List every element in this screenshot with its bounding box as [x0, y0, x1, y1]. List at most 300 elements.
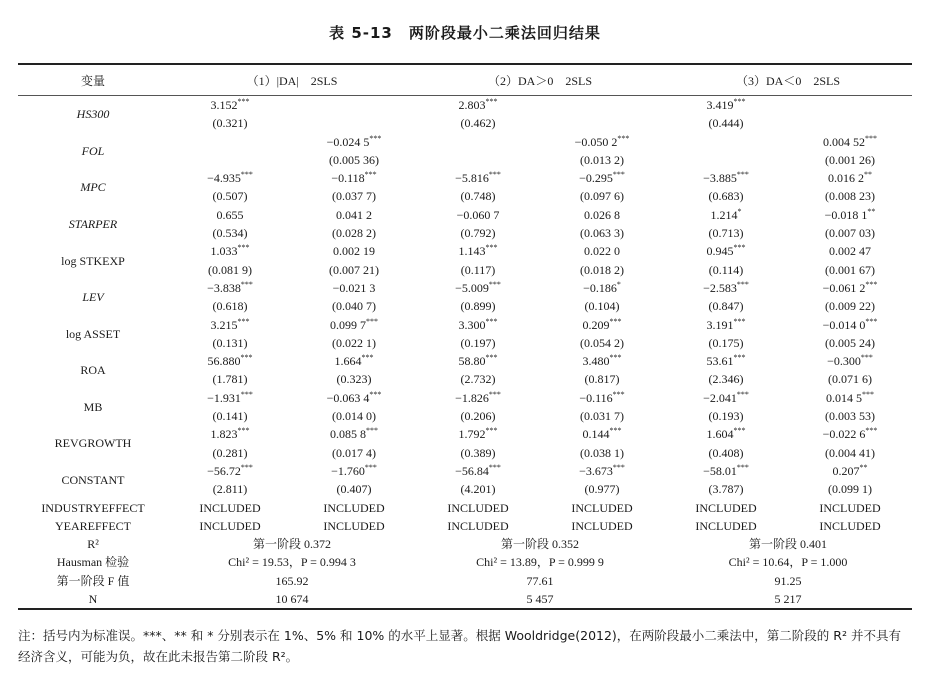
- effect-cell: INCLUDED: [447, 500, 509, 515]
- coefficient-value: 0.945: [706, 244, 734, 259]
- coefficient-value: 1.792: [458, 427, 486, 442]
- standard-error-cell: (0.175): [708, 335, 744, 350]
- coefficient-value: −0.060 7: [456, 207, 500, 222]
- coefficient-value: −0.061 2: [822, 280, 866, 295]
- coefficient-cell: [416, 389, 540, 407]
- standard-error-cell: [416, 151, 540, 169]
- variable-label: log STKEXP: [61, 253, 125, 268]
- significance-stars: ***: [361, 353, 374, 363]
- standard-error-cell: (0.003 53): [825, 409, 875, 424]
- stat-label: 第一阶段 F 值: [56, 573, 130, 588]
- coefficient-cell: [416, 279, 540, 297]
- coefficient-cell: [788, 316, 912, 334]
- standard-error-cell: (0.618): [212, 299, 248, 314]
- standard-error-cell: (0.141): [212, 409, 248, 424]
- stat-cell: Chi² = 13.89，P = 0.999 9: [476, 555, 604, 570]
- coefficient-value: 3.152: [210, 98, 238, 112]
- effect-cell: INCLUDED: [199, 518, 261, 533]
- coefficient-cell: [664, 352, 788, 370]
- coefficient-value: −5.009: [455, 280, 489, 295]
- significance-stars: ***: [865, 316, 878, 326]
- coefficient-cell: [168, 169, 292, 187]
- coefficient-cell: [292, 389, 416, 407]
- stat-label: R²: [87, 537, 99, 552]
- variable-label: CONSTANT: [61, 473, 125, 488]
- standard-error-cell: [168, 151, 292, 169]
- significance-stars: ***: [733, 426, 746, 436]
- coefficient-value: 1.143: [458, 244, 486, 259]
- coefficient-value: −0.063 4: [326, 390, 370, 405]
- variable-label: STARPER: [68, 216, 118, 231]
- standard-error-cell: (4.201): [460, 482, 496, 497]
- coefficient-value: −0.014 0: [822, 317, 866, 332]
- stat-label: N: [88, 592, 98, 607]
- effect-cell: INCLUDED: [199, 500, 261, 515]
- standard-error-cell: (0.407): [336, 482, 372, 497]
- coef-row: [18, 389, 912, 407]
- coefficient-value: −58.01: [703, 463, 737, 478]
- coefficient-cell: [788, 133, 912, 151]
- coefficient-value: 3.300: [458, 317, 486, 332]
- significance-stars: ***: [364, 170, 377, 180]
- coefficient-value: 0.014 5: [826, 390, 862, 405]
- standard-error-cell: (2.346): [708, 372, 744, 387]
- coefficient-cell: [416, 133, 540, 151]
- coefficient-value: 1.664: [334, 354, 362, 369]
- coefficient-value: −0.018 1: [824, 207, 868, 222]
- stat-cell: 77.61: [526, 573, 554, 588]
- significance-stars: ***: [485, 426, 498, 436]
- coefficient-cell: [664, 96, 788, 115]
- variable-label: FOL: [81, 143, 105, 158]
- significance-stars: ***: [364, 462, 377, 472]
- coefficient-cell: [292, 352, 416, 370]
- standard-error-cell: (0.038 1): [580, 445, 624, 460]
- coefficient-cell: [168, 279, 292, 297]
- standard-error-cell: (0.001 67): [825, 262, 875, 277]
- coefficient-value: −0.050 2: [574, 134, 618, 149]
- significance-stars: ***: [612, 170, 625, 180]
- coefficient-value: −0.300: [827, 354, 861, 369]
- coefficient-cell: [416, 352, 540, 370]
- significance-stars: **: [859, 462, 868, 472]
- coefficient-value: 0.041 2: [336, 207, 372, 222]
- standard-error-cell: (0.748): [460, 189, 496, 204]
- table-body: [18, 96, 912, 610]
- effect-cell: INCLUDED: [323, 500, 385, 515]
- standard-error-cell: (0.281): [212, 445, 248, 460]
- standard-error-cell: [292, 114, 416, 132]
- standard-error-cell: (1.781): [212, 372, 248, 387]
- significance-stars: ***: [865, 426, 878, 436]
- standard-error-cell: (3.787): [708, 482, 744, 497]
- coefficient-value: −1.760: [331, 463, 365, 478]
- coefficient-cell: [788, 242, 912, 260]
- significance-stars: ***: [369, 389, 382, 399]
- stat-row: [18, 553, 912, 571]
- standard-error-cell: (0.007 21): [329, 262, 379, 277]
- significance-stars: ***: [366, 426, 378, 436]
- standard-error-cell: (0.022 1): [332, 335, 376, 350]
- effect-cell: INCLUDED: [571, 500, 633, 515]
- significance-stars: ***: [237, 97, 250, 106]
- coefficient-cell: [168, 96, 292, 115]
- significance-stars: ***: [366, 316, 378, 326]
- significance-stars: ***: [736, 462, 749, 472]
- coefficient-cell: [292, 206, 416, 224]
- standard-error-cell: (0.104): [584, 299, 620, 314]
- coefficient-cell: [788, 352, 912, 370]
- significance-stars: *: [616, 279, 621, 289]
- effect-cell: INCLUDED: [323, 518, 385, 533]
- significance-stars: ***: [240, 170, 253, 180]
- coefficient-value: 2.803: [458, 98, 486, 112]
- coefficient-cell: [788, 279, 912, 297]
- coefficient-cell: [416, 316, 540, 334]
- significance-stars: ***: [612, 462, 625, 472]
- significance-stars: ***: [240, 353, 253, 363]
- significance-stars: ***: [733, 97, 746, 106]
- stat-cell: 5 217: [774, 592, 802, 607]
- coefficient-cell: [168, 206, 292, 224]
- standard-error-cell: (0.534): [212, 226, 248, 241]
- header-col1: （1）|DA| 2SLS: [168, 64, 416, 96]
- standard-error-cell: (0.389): [460, 445, 496, 460]
- significance-stars: ***: [240, 279, 253, 289]
- header-row: [18, 64, 912, 96]
- coefficient-value: −3.673: [579, 463, 613, 478]
- standard-error-cell: (0.018 2): [580, 262, 624, 277]
- stat-label: Hausman 检验: [56, 555, 130, 570]
- significance-stars: ***: [237, 243, 250, 253]
- stat-cell: 165.92: [275, 573, 309, 588]
- coefficient-value: 0.026 8: [584, 207, 620, 222]
- coef-row: [18, 425, 912, 443]
- significance-stars: ***: [617, 133, 630, 143]
- standard-error-cell: (0.323): [336, 372, 372, 387]
- significance-stars: ***: [488, 170, 501, 180]
- coefficient-value: −1.826: [455, 390, 489, 405]
- standard-error-cell: (0.040 7): [332, 299, 376, 314]
- variable-label: MB: [83, 399, 103, 414]
- standard-error-cell: (0.847): [708, 299, 744, 314]
- stat-row: [18, 535, 912, 553]
- stat-cell: 10 674: [275, 592, 309, 607]
- coefficient-cell: [292, 169, 416, 187]
- coefficient-value: −0.022 6: [822, 427, 866, 442]
- coefficient-value: −1.931: [207, 390, 241, 405]
- coefficient-cell: [788, 206, 912, 224]
- coefficient-cell: [540, 96, 664, 115]
- effect-cell: INCLUDED: [695, 518, 757, 533]
- coefficient-value: 58.80: [458, 354, 486, 369]
- coefficient-value: 3.215: [210, 317, 238, 332]
- significance-stars: ***: [609, 316, 622, 326]
- coefficient-cell: [540, 279, 664, 297]
- significance-stars: ***: [733, 243, 746, 253]
- stat-cell: 第一阶段 0.352: [500, 537, 579, 552]
- coefficient-value: 3.480: [582, 354, 610, 369]
- coefficient-value: 1.823: [210, 427, 238, 442]
- coefficient-cell: [168, 425, 292, 443]
- standard-error-cell: (0.014 0): [332, 409, 376, 424]
- coef-row: [18, 96, 912, 115]
- variable-label: REVGROWTH: [54, 436, 132, 451]
- significance-stars: ***: [488, 462, 501, 472]
- coefficient-cell: [168, 242, 292, 260]
- significance-stars: ***: [485, 97, 498, 106]
- coefficient-value: −2.041: [703, 390, 737, 405]
- coefficient-cell: [292, 279, 416, 297]
- coefficient-value: 56.880: [207, 354, 241, 369]
- effect-cell: INCLUDED: [447, 518, 509, 533]
- coefficient-cell: [540, 316, 664, 334]
- coefficient-value: 1.033: [210, 244, 238, 259]
- variable-label: log ASSET: [65, 326, 121, 341]
- coefficient-value: −0.024 5: [326, 134, 370, 149]
- coefficient-value: −3.885: [703, 171, 737, 186]
- significance-stars: ***: [369, 133, 382, 143]
- coefficient-value: 0.002 19: [333, 244, 375, 259]
- significance-stars: ***: [865, 279, 878, 289]
- significance-stars: ***: [865, 133, 877, 143]
- significance-stars: ***: [862, 389, 874, 399]
- significance-stars: ***: [488, 279, 501, 289]
- standard-error-cell: (0.009 22): [825, 299, 875, 314]
- header-variable: 变量: [18, 64, 168, 96]
- significance-stars: **: [867, 206, 876, 216]
- standard-error-cell: (0.004 41): [825, 445, 875, 460]
- significance-stars: ***: [733, 316, 746, 326]
- coefficient-cell: [292, 96, 416, 115]
- coefficient-value: −56.84: [455, 463, 489, 478]
- coefficient-cell: [416, 206, 540, 224]
- coefficient-cell: [416, 169, 540, 187]
- coefficient-cell: [540, 425, 664, 443]
- coefficient-cell: [664, 389, 788, 407]
- coefficient-value: 1.604: [706, 427, 734, 442]
- standard-error-cell: (0.008 23): [825, 189, 875, 204]
- coef-row: [18, 242, 912, 260]
- variable-label: LEV: [82, 290, 104, 305]
- standard-error-cell: (0.028 2): [332, 226, 376, 241]
- significance-stars: ***: [237, 316, 250, 326]
- stat-row: [18, 572, 912, 590]
- coefficient-cell: [540, 352, 664, 370]
- effect-row: [18, 499, 912, 517]
- coefficient-cell: [664, 133, 788, 151]
- stat-cell: Chi² = 10.64，P = 1.000: [728, 555, 848, 570]
- standard-error-cell: (0.001 26): [825, 152, 875, 167]
- standard-error-cell: [664, 151, 788, 169]
- coefficient-value: −4.935: [207, 171, 241, 186]
- coefficient-cell: [664, 462, 788, 480]
- coefficient-cell: [292, 316, 416, 334]
- coefficient-cell: [540, 389, 664, 407]
- coefficient-cell: [168, 389, 292, 407]
- significance-stars: ***: [240, 389, 253, 399]
- significance-stars: *: [737, 206, 742, 216]
- significance-stars: ***: [612, 389, 625, 399]
- significance-stars: ***: [609, 353, 622, 363]
- coef-row: [18, 206, 912, 224]
- coefficient-value: −3.838: [207, 280, 241, 295]
- coefficient-value: 0.655: [216, 207, 244, 222]
- coefficient-cell: [664, 279, 788, 297]
- significance-stars: ***: [237, 426, 250, 436]
- standard-error-cell: (0.005 36): [329, 152, 379, 167]
- standard-error-cell: [540, 114, 664, 132]
- standard-error-cell: (0.054 2): [580, 335, 624, 350]
- coefficient-value: 0.016 2: [828, 171, 864, 186]
- coefficient-value: −0.118: [331, 171, 365, 186]
- significance-stars: ***: [485, 353, 498, 363]
- coefficient-value: 0.144: [582, 427, 610, 442]
- standard-error-cell: [788, 114, 912, 132]
- coefficient-value: 53.61: [706, 354, 734, 369]
- significance-stars: ***: [860, 353, 873, 363]
- coefficient-value: 0.085 8: [330, 427, 366, 442]
- coefficient-cell: [788, 389, 912, 407]
- significance-stars: ***: [609, 426, 622, 436]
- standard-error-cell: (0.099 1): [828, 482, 872, 497]
- coefficient-value: 0.004 52: [823, 134, 865, 149]
- variable-label: ROA: [80, 363, 106, 378]
- standard-error-cell: (0.462): [460, 116, 496, 131]
- coefficient-cell: [292, 242, 416, 260]
- standard-error-cell: (0.081 9): [208, 262, 252, 277]
- regression-table: [18, 63, 912, 610]
- standard-error-cell: (0.899): [460, 299, 496, 314]
- significance-stars: ***: [485, 316, 498, 326]
- coefficient-cell: [540, 242, 664, 260]
- standard-error-cell: (0.017 4): [332, 445, 376, 460]
- standard-error-cell: (0.507): [212, 189, 248, 204]
- standard-error-cell: (0.037 7): [332, 189, 376, 204]
- coefficient-value: −5.816: [455, 171, 489, 186]
- stat-cell: 5 457: [526, 592, 554, 607]
- coefficient-cell: [788, 96, 912, 115]
- effect-label: INDUSTRYEFFECT: [41, 500, 145, 515]
- significance-stars: **: [864, 170, 872, 180]
- table-note: 注：括号内为标准误。***、** 和 * 分别表示在 1%、5% 和 10% 的水平上显著。根据 Wooldridge(2012)，在两阶段最小二乘法中，第二阶段的 R² 并不具有经济含义，可能为负，故在此未报告第二阶段 R²。: [18, 628, 901, 664]
- stat-cell: 91.25: [774, 573, 802, 588]
- coefficient-cell: [664, 316, 788, 334]
- effect-row: [18, 517, 912, 535]
- standard-error-cell: (0.063 3): [580, 226, 624, 241]
- coefficient-value: −0.116: [579, 390, 613, 405]
- coefficient-cell: [540, 133, 664, 151]
- coefficient-cell: [664, 425, 788, 443]
- effect-label: YEAREFFECT: [54, 518, 131, 533]
- coefficient-value: 3.191: [706, 317, 734, 332]
- significance-stars: ***: [240, 462, 253, 472]
- coef-row: [18, 316, 912, 334]
- standard-error-cell: (0.031 7): [580, 409, 624, 424]
- coefficient-cell: [168, 316, 292, 334]
- coefficient-cell: [788, 462, 912, 480]
- coefficient-value: 3.419: [706, 98, 734, 112]
- coef-row: [18, 462, 912, 480]
- significance-stars: ***: [736, 279, 749, 289]
- coefficient-cell: [664, 206, 788, 224]
- coefficient-cell: [168, 133, 292, 151]
- effect-cell: INCLUDED: [819, 518, 881, 533]
- standard-error-cell: (0.713): [708, 226, 744, 241]
- effect-cell: INCLUDED: [695, 500, 757, 515]
- coefficient-cell: [168, 462, 292, 480]
- standard-error-cell: (0.013 2): [580, 152, 624, 167]
- coef-row: [18, 352, 912, 370]
- coefficient-value: 0.207: [832, 463, 860, 478]
- standard-error-cell: (0.131): [212, 335, 248, 350]
- standard-error-cell: (0.321): [212, 116, 248, 131]
- coefficient-value: −2.583: [703, 280, 737, 295]
- effect-cell: INCLUDED: [571, 518, 633, 533]
- standard-error-cell: (0.005 24): [825, 335, 875, 350]
- variable-label: HS300: [76, 107, 110, 122]
- stat-row: [18, 590, 912, 609]
- standard-error-cell: (0.408): [708, 445, 744, 460]
- coefficient-value: −56.72: [207, 463, 241, 478]
- standard-error-cell: (0.792): [460, 226, 496, 241]
- coefficient-value: 0.209: [582, 317, 610, 332]
- coefficient-value: −0.186: [583, 280, 617, 295]
- coefficient-cell: [664, 242, 788, 260]
- coefficient-cell: [788, 169, 912, 187]
- coef-row: [18, 169, 912, 187]
- standard-error-cell: (0.817): [584, 372, 620, 387]
- coefficient-cell: [416, 242, 540, 260]
- significance-stars: ***: [488, 389, 501, 399]
- coefficient-cell: [416, 462, 540, 480]
- standard-error-cell: (0.683): [708, 189, 744, 204]
- significance-stars: ***: [485, 243, 498, 253]
- stat-cell: 第一阶段 0.372: [252, 537, 331, 552]
- standard-error-cell: (0.197): [460, 335, 496, 350]
- standard-error-cell: (0.444): [708, 116, 744, 131]
- standard-error-cell: (2.732): [460, 372, 496, 387]
- significance-stars: ***: [733, 353, 746, 363]
- coefficient-cell: [168, 352, 292, 370]
- coefficient-cell: [788, 425, 912, 443]
- table-title: 表 5-13 两阶段最小二乘法回归结果: [329, 24, 601, 42]
- standard-error-cell: (0.117): [460, 262, 496, 277]
- standard-error-cell: (0.071 6): [828, 372, 872, 387]
- coef-row: [18, 279, 912, 297]
- coefficient-value: 0.099 7: [330, 317, 366, 332]
- coefficient-cell: [292, 462, 416, 480]
- standard-error-cell: (0.097 6): [580, 189, 624, 204]
- coefficient-cell: [540, 462, 664, 480]
- coefficient-cell: [416, 425, 540, 443]
- significance-stars: ***: [736, 170, 749, 180]
- effect-cell: INCLUDED: [819, 500, 881, 515]
- standard-error-cell: (2.811): [212, 482, 248, 497]
- coefficient-cell: [292, 133, 416, 151]
- significance-stars: ***: [736, 389, 749, 399]
- header-col2: （2）DA＞0 2SLS: [416, 64, 664, 96]
- coefficient-cell: [540, 206, 664, 224]
- coefficient-cell: [664, 169, 788, 187]
- standard-error-cell: (0.206): [460, 409, 496, 424]
- standard-error-cell: (0.193): [708, 409, 744, 424]
- variable-label: MPC: [80, 180, 106, 195]
- coefficient-cell: [416, 96, 540, 115]
- coefficient-cell: [292, 425, 416, 443]
- standard-error-cell: (0.114): [708, 262, 744, 277]
- standard-error-cell: (0.977): [584, 482, 620, 497]
